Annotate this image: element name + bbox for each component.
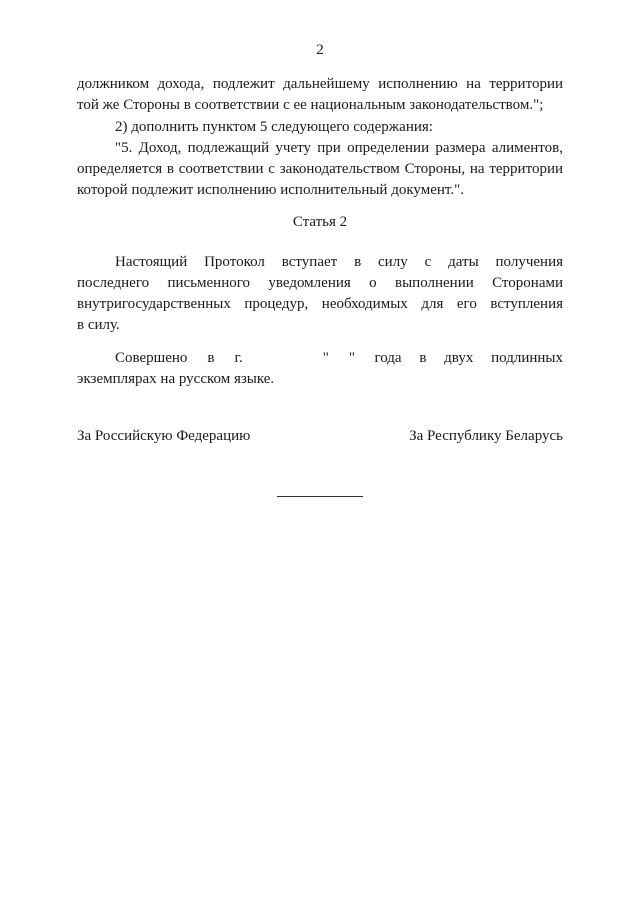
paragraph-line: "5. Доход, подлежащий учету при определении размера алиментов, (115, 140, 563, 156)
paragraph-line: последнего письменного уведомления о выполнении Сторонами (77, 275, 563, 291)
signed-word: в (207, 350, 215, 366)
paragraph-line: определяется в соответствии с законодательством Стороны, на территории (77, 161, 563, 177)
paragraph-continuation (77, 74, 563, 116)
signed-clause (77, 348, 563, 390)
end-divider (277, 496, 363, 497)
signed-word: Совершено (115, 350, 188, 366)
quote-close: " (348, 350, 355, 366)
article-heading: Статья 2 (292, 214, 348, 230)
signed-place (115, 348, 263, 369)
paragraph-clause-5 (77, 138, 563, 201)
paragraph-line: той же Стороны в соответствии с ее национальным законодательством."; (77, 97, 544, 113)
paragraph-line: 2) дополнить пунктом 5 следующего содержания: (115, 119, 433, 135)
signed-word: г. (234, 350, 243, 366)
signature-russia: За Российскую Федерацию (77, 428, 251, 444)
signed-line-1 (77, 348, 563, 369)
paragraph-line: в силу. (77, 317, 120, 333)
amendment-item-2 (77, 117, 563, 138)
signature-belarus: За Республику Беларусь (409, 428, 563, 444)
paragraph-line: которой подлежит исполнению исполнительный документ.". (77, 182, 464, 198)
page-number: 2 (316, 42, 324, 58)
paragraph-line: внутригосударственных процедур, необходимых для его вступления (77, 296, 563, 312)
signed-line-2: экземплярах на русском языке. (77, 371, 275, 387)
signed-right-part: года в двух подлинных (374, 350, 563, 366)
article-2-paragraph (77, 252, 563, 336)
paragraph-line: Настоящий Протокол вступает в силу с даты получения (115, 254, 563, 270)
quote-open: " (322, 350, 329, 366)
paragraph-line: должником дохода, подлежит дальнейшему исполнению на территории (77, 76, 563, 92)
signed-date-quotes (323, 348, 355, 369)
signatures-row (77, 428, 563, 445)
